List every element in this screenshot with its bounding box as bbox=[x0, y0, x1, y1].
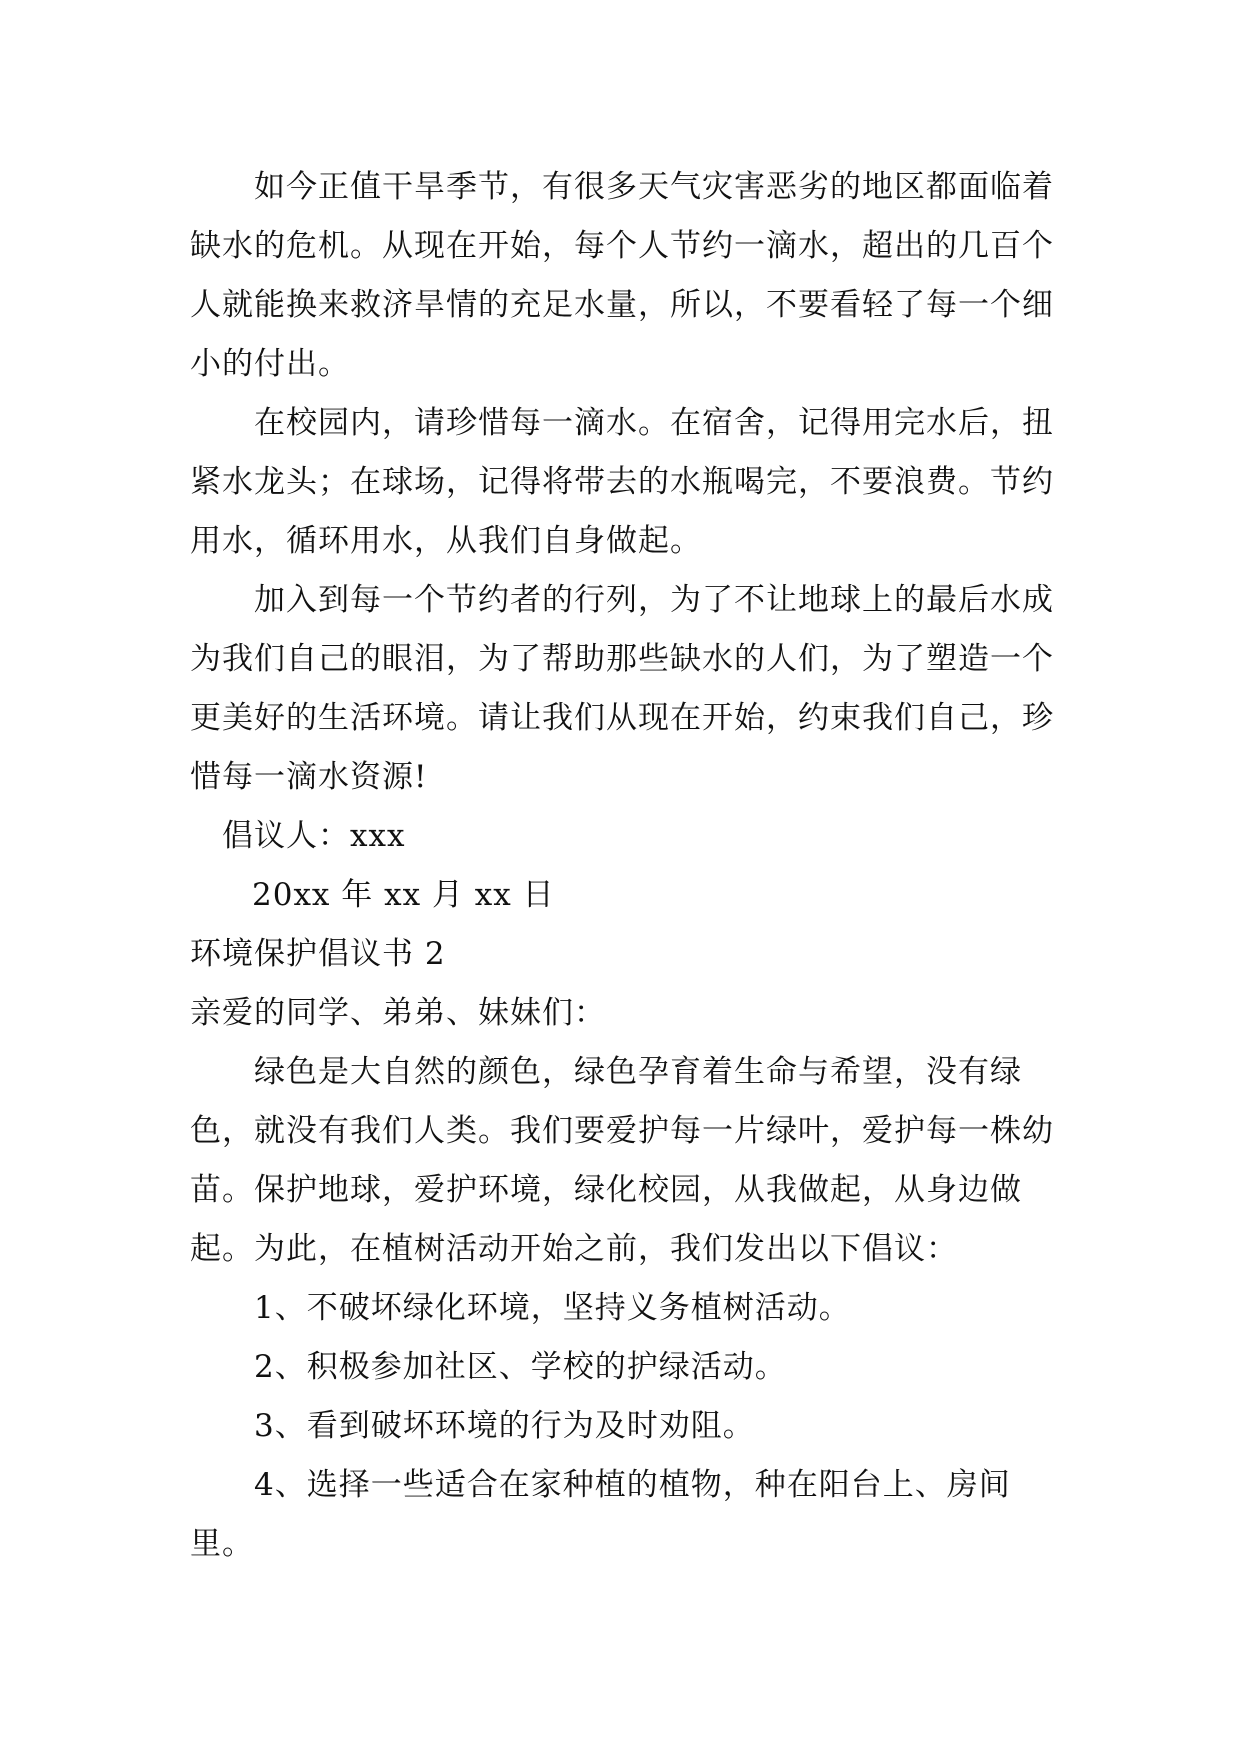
document-body bbox=[190, 158, 1070, 1574]
list-item-1: 1、不破坏绿化环境，坚持义务植树活动。 bbox=[254, 1290, 851, 1326]
initiator-line: 倡议人：xxx bbox=[222, 818, 406, 854]
section-title: 环境保护倡议书 2 bbox=[190, 936, 446, 972]
list-item-4: 4、选择一些适合在家种植的植物，种在阳台上、房间里。 bbox=[190, 1467, 1011, 1562]
list-item-2: 2、积极参加社区、学校的护绿活动。 bbox=[254, 1349, 787, 1385]
paragraph-green-intro: 绿色是大自然的颜色，绿色孕育着生命与希望，没有绿色，就没有我们人类。我们要爱护每一片绿叶，爱护每一株幼苗。保护地球，爱护环境，绿化校园，从我做起，从身边做起。为此，在植树活动开始之前，我们发出以下倡议： bbox=[190, 1054, 1054, 1267]
date-line: 20xx 年 xx 月 xx 日 bbox=[252, 877, 555, 913]
paragraph-join-savers: 加入到每一个节约者的行列，为了不让地球上的最后水成为我们自己的眼泪，为了帮助那些缺水的人们，为了塑造一个更美好的生活环境。请让我们从现在开始，约束我们自己，珍惜每一滴水资源! bbox=[190, 582, 1054, 795]
list-item-3: 3、看到破坏环境的行为及时劝阻。 bbox=[254, 1408, 755, 1444]
salutation: 亲爱的同学、弟弟、妹妹们： bbox=[190, 995, 606, 1031]
paragraph-campus-water: 在校园内，请珍惜每一滴水。在宿舍，记得用完水后，扭紧水龙头；在球场，记得将带去的水瓶喝完，不要浪费。节约用水，循环用水，从我们自身做起。 bbox=[190, 405, 1054, 559]
paragraph-water-crisis: 如今正值干旱季节，有很多天气灾害恶劣的地区都面临着缺水的危机。从现在开始，每个人节约一滴水，超出的几百个人就能换来救济旱情的充足水量，所以，不要看轻了每一个细小的付出。 bbox=[190, 169, 1054, 382]
